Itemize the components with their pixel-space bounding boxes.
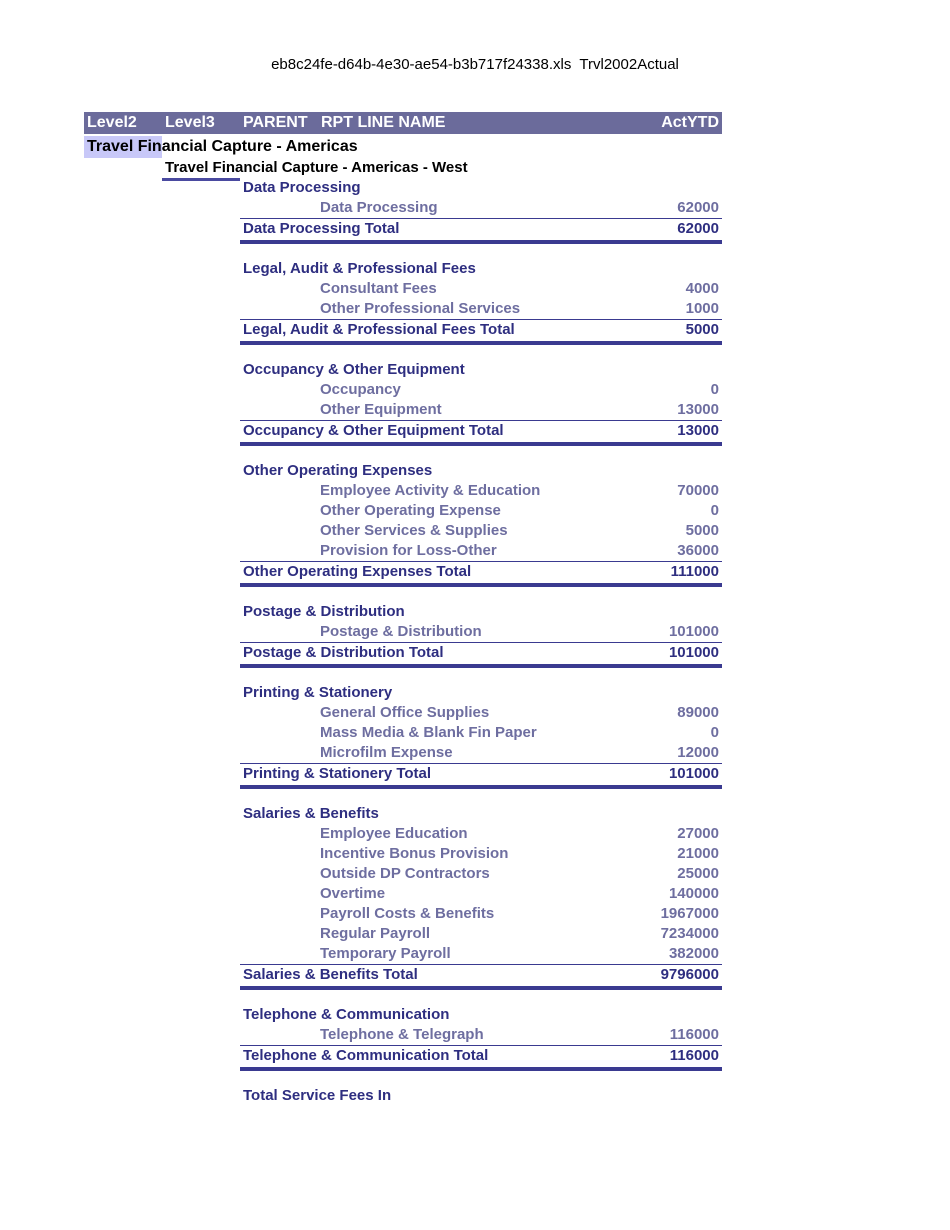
spacer bbox=[240, 345, 722, 360]
group-header bbox=[240, 1005, 722, 1025]
group-name: Other Operating Expenses bbox=[243, 462, 433, 479]
line-item-label: Outside DP Contractors bbox=[320, 865, 490, 882]
group-total-row bbox=[240, 763, 722, 789]
line-item-row bbox=[240, 501, 722, 521]
level3-name: Travel Financial Capture - Americas - West bbox=[165, 159, 468, 176]
line-item-value: 382000 bbox=[668, 945, 719, 962]
header-level3: Level3 bbox=[165, 114, 215, 131]
line-item-row bbox=[240, 521, 722, 541]
line-item-row bbox=[240, 844, 722, 864]
line-item-row bbox=[240, 924, 722, 944]
group-total-label: Other Operating Expenses Total bbox=[243, 563, 472, 580]
line-item-label: Other Equipment bbox=[320, 401, 442, 418]
group-total-row bbox=[240, 420, 722, 446]
group-header bbox=[240, 178, 722, 198]
line-item-value: 12000 bbox=[677, 744, 719, 761]
level2-name: Travel Financial Capture - Americas bbox=[87, 138, 358, 155]
line-item-label: Microfilm Expense bbox=[320, 744, 453, 761]
group-total-row bbox=[240, 1045, 722, 1071]
line-item-value: 70000 bbox=[677, 482, 719, 499]
line-item-row bbox=[240, 481, 722, 501]
line-item-label: Employee Activity & Education bbox=[320, 482, 541, 499]
header-rpt-line-name: RPT LINE NAME bbox=[321, 114, 446, 131]
group-total-value: 116000 bbox=[669, 1047, 719, 1064]
group-name: Total Service Fees In bbox=[243, 1087, 392, 1104]
line-item-label: Postage & Distribution bbox=[320, 623, 482, 640]
group-total-row bbox=[240, 642, 722, 668]
line-item-row bbox=[240, 622, 722, 642]
line-item-row bbox=[240, 824, 722, 844]
line-item-value: 0 bbox=[710, 724, 719, 741]
line-item-row bbox=[240, 380, 722, 400]
sheet-title: eb8c24fe-d64b-4e30-ae54-b3b717f24338.xls Trvl2002Actual bbox=[271, 56, 679, 73]
line-item-label: Regular Payroll bbox=[320, 925, 431, 942]
line-item-row bbox=[240, 944, 722, 964]
line-item-row bbox=[240, 541, 722, 561]
group-name: Printing & Stationery bbox=[243, 684, 393, 701]
group-total-value: 13000 bbox=[677, 422, 719, 439]
line-item-label: Provision for Loss-Other bbox=[320, 542, 497, 559]
line-item-row bbox=[240, 1025, 722, 1045]
spacer bbox=[240, 668, 722, 683]
spacer bbox=[240, 990, 722, 1005]
line-item-value: 25000 bbox=[677, 865, 719, 882]
group-total-row bbox=[240, 561, 722, 587]
line-item-value: 5000 bbox=[685, 522, 719, 539]
group-total-value: 62000 bbox=[677, 220, 719, 237]
line-item-label: Incentive Bonus Provision bbox=[320, 845, 509, 862]
group-total-label: Salaries & Benefits Total bbox=[243, 966, 418, 983]
group-header bbox=[240, 461, 722, 481]
line-item-label: Consultant Fees bbox=[320, 280, 437, 297]
spacer bbox=[240, 446, 722, 461]
line-item-value: 101000 bbox=[668, 623, 719, 640]
spacer bbox=[240, 244, 722, 259]
line-item-label: Other Operating Expense bbox=[320, 502, 501, 519]
spacer bbox=[240, 789, 722, 804]
line-item-row bbox=[240, 723, 722, 743]
line-item-label: Mass Media & Blank Fin Paper bbox=[320, 724, 537, 741]
line-item-row bbox=[240, 884, 722, 904]
group-total-value: 111000 bbox=[670, 563, 719, 580]
group-name: Telephone & Communication bbox=[243, 1006, 450, 1023]
line-item-label: Data Processing bbox=[320, 199, 438, 216]
line-item-value: 1967000 bbox=[660, 905, 719, 922]
line-item-row bbox=[240, 400, 722, 420]
group-total-label: Occupancy & Other Equipment Total bbox=[243, 422, 504, 439]
spacer bbox=[240, 1071, 722, 1086]
line-item-row bbox=[240, 864, 722, 884]
report-rows bbox=[240, 178, 722, 1106]
group-total-value: 101000 bbox=[668, 765, 719, 782]
line-item-label: Telephone & Telegraph bbox=[320, 1026, 484, 1043]
line-item-value: 7234000 bbox=[660, 925, 719, 942]
group-total-row bbox=[240, 319, 722, 345]
group-header bbox=[240, 683, 722, 703]
line-item-value: 140000 bbox=[668, 885, 719, 902]
line-item-label: Other Professional Services bbox=[320, 300, 521, 317]
group-total-label: Postage & Distribution Total bbox=[243, 644, 444, 661]
group-name: Postage & Distribution bbox=[243, 603, 405, 620]
group-total-row bbox=[240, 218, 722, 244]
group-header bbox=[240, 259, 722, 279]
group-name: Legal, Audit & Professional Fees bbox=[243, 260, 476, 277]
column-header-row bbox=[84, 112, 722, 134]
line-item-row bbox=[240, 703, 722, 723]
line-item-value: 27000 bbox=[677, 825, 719, 842]
line-item-value: 0 bbox=[710, 381, 719, 398]
group-total-value: 101000 bbox=[668, 644, 719, 661]
line-item-row bbox=[240, 299, 722, 319]
line-item-row bbox=[240, 279, 722, 299]
group-total-row bbox=[240, 964, 722, 990]
line-item-value: 116000 bbox=[669, 1026, 719, 1043]
group-name: Occupancy & Other Equipment bbox=[243, 361, 465, 378]
line-item-value: 13000 bbox=[677, 401, 719, 418]
line-item-value: 0 bbox=[710, 502, 719, 519]
header-parent: PARENT bbox=[243, 114, 308, 131]
line-item-label: Overtime bbox=[320, 885, 386, 902]
line-item-value: 36000 bbox=[677, 542, 719, 559]
line-item-value: 89000 bbox=[677, 704, 719, 721]
group-name: Data Processing bbox=[243, 179, 361, 196]
line-item-label: General Office Supplies bbox=[320, 704, 490, 721]
line-item-label: Other Services & Supplies bbox=[320, 522, 508, 539]
group-total-label: Printing & Stationery Total bbox=[243, 765, 432, 782]
group-total-label: Telephone & Communication Total bbox=[243, 1047, 489, 1064]
group-header bbox=[240, 804, 722, 824]
group-name: Salaries & Benefits bbox=[243, 805, 379, 822]
line-item-row bbox=[240, 198, 722, 218]
header-level2: Level2 bbox=[87, 114, 137, 131]
line-item-value: 4000 bbox=[685, 280, 719, 297]
group-total-value: 9796000 bbox=[660, 966, 719, 983]
group-total-label: Legal, Audit & Professional Fees Total bbox=[243, 321, 515, 338]
line-item-label: Employee Education bbox=[320, 825, 468, 842]
level2-row bbox=[84, 136, 358, 158]
group-header bbox=[240, 602, 722, 622]
group-header bbox=[240, 1086, 722, 1106]
line-item-value: 62000 bbox=[677, 199, 719, 216]
group-total-label: Data Processing Total bbox=[243, 220, 400, 237]
line-item-label: Payroll Costs & Benefits bbox=[320, 905, 495, 922]
line-item-value: 1000 bbox=[685, 300, 719, 317]
line-item-label: Occupancy bbox=[320, 381, 401, 398]
line-item-row bbox=[240, 743, 722, 763]
group-total-value: 5000 bbox=[685, 321, 719, 338]
line-item-row bbox=[240, 904, 722, 924]
group-header bbox=[240, 360, 722, 380]
level3-underline bbox=[162, 178, 240, 181]
line-item-value: 21000 bbox=[677, 845, 719, 862]
line-item-label: Temporary Payroll bbox=[320, 945, 451, 962]
header-actytd: ActYTD bbox=[661, 114, 719, 131]
spacer bbox=[240, 587, 722, 602]
